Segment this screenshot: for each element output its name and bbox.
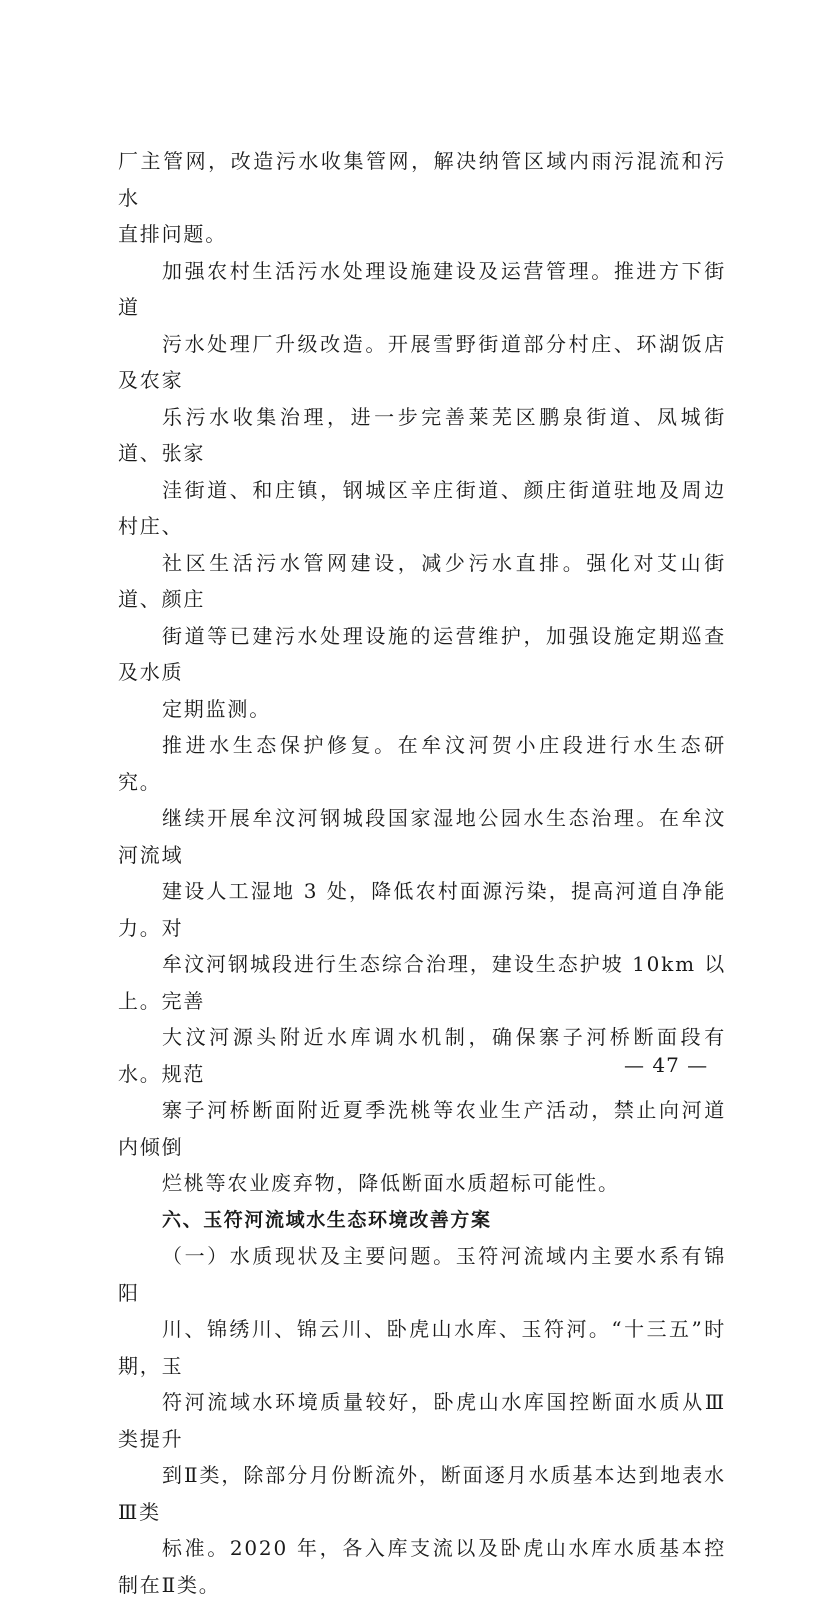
- text-line: 洼街道、和庄镇，钢城区辛庄街道、颜庄街道驻地及周边村庄、: [118, 477, 726, 538]
- paragraph-water-quality-status: [118, 1238, 726, 1603]
- text-line: 川、锦绣川、锦云川、卧虎山水库、玉符河。“十三五”时期，玉: [118, 1317, 726, 1378]
- text-line: 加强农村生活污水处理设施建设及运营管理。推进方下街道: [118, 258, 726, 319]
- text-line: 烂桃等农业废弃物，降低断面水质超标可能性。: [162, 1171, 620, 1195]
- text-line: 乐污水收集治理，进一步完善莱芜区鹏泉街道、凤城街道、张家: [118, 404, 726, 465]
- text-line: 符河流域水环境质量较好，卧虎山水库国控断面水质从Ⅲ类提升: [118, 1390, 726, 1451]
- text-line: 寨子河桥断面附近夏季洗桃等农业生产活动，禁止向河道内倾倒: [118, 1098, 726, 1159]
- text-line: 街道等已建污水处理设施的运营维护，加强设施定期巡查及水质: [118, 623, 726, 684]
- text-line: 厂主管网，改造污水收集管网，解决纳管区域内雨污混流和污水: [118, 149, 726, 210]
- paragraph-ecological-restoration: [118, 727, 726, 1202]
- section-heading: 六、玉符河流域水生态环境改善方案: [162, 1208, 492, 1231]
- text-line: （一）水质现状及主要问题。玉符河流域内主要水系有锦阳: [118, 1244, 726, 1305]
- page-number: — 47 —: [624, 1053, 709, 1077]
- text-line: 大汶河源头附近水库调水机制，确保寨子河桥断面段有水。规范: [118, 1025, 726, 1086]
- text-line: 定期监测。: [162, 696, 271, 721]
- text-line: 推进水生态保护修复。在牟汶河贺小庄段进行水生态研究。: [118, 733, 726, 794]
- text-line: 建设人工湿地 3 处，降低农村面源污染，提高河道自净能力。对: [118, 879, 726, 940]
- text-line: 社区生活污水管网建设，减少污水直排。强化对艾山街道、颜庄: [118, 550, 726, 611]
- paragraph-rural-sewage: [118, 253, 726, 728]
- paragraph-continuation: [118, 143, 726, 253]
- text-line: 标准。2020 年，各入库支流以及卧虎山水库水质基本控制在Ⅱ类。: [118, 1536, 726, 1597]
- text-line: 到Ⅱ类，除部分月份断流外，断面逐月水质基本达到地表水Ⅲ类: [118, 1463, 726, 1524]
- text-line: 继续开展牟汶河钢城段国家湿地公园水生态治理。在牟汶河流域: [118, 806, 726, 867]
- text-line: 牟汶河钢城段进行生态综合治理，建设生态护坡 10km 以上。完善: [118, 952, 726, 1013]
- document-body: [118, 143, 726, 1603]
- text-line: 污水处理厂升级改造。开展雪野街道部分村庄、环湖饭店及农家: [118, 331, 726, 392]
- text-line: 直排问题。: [118, 222, 227, 246]
